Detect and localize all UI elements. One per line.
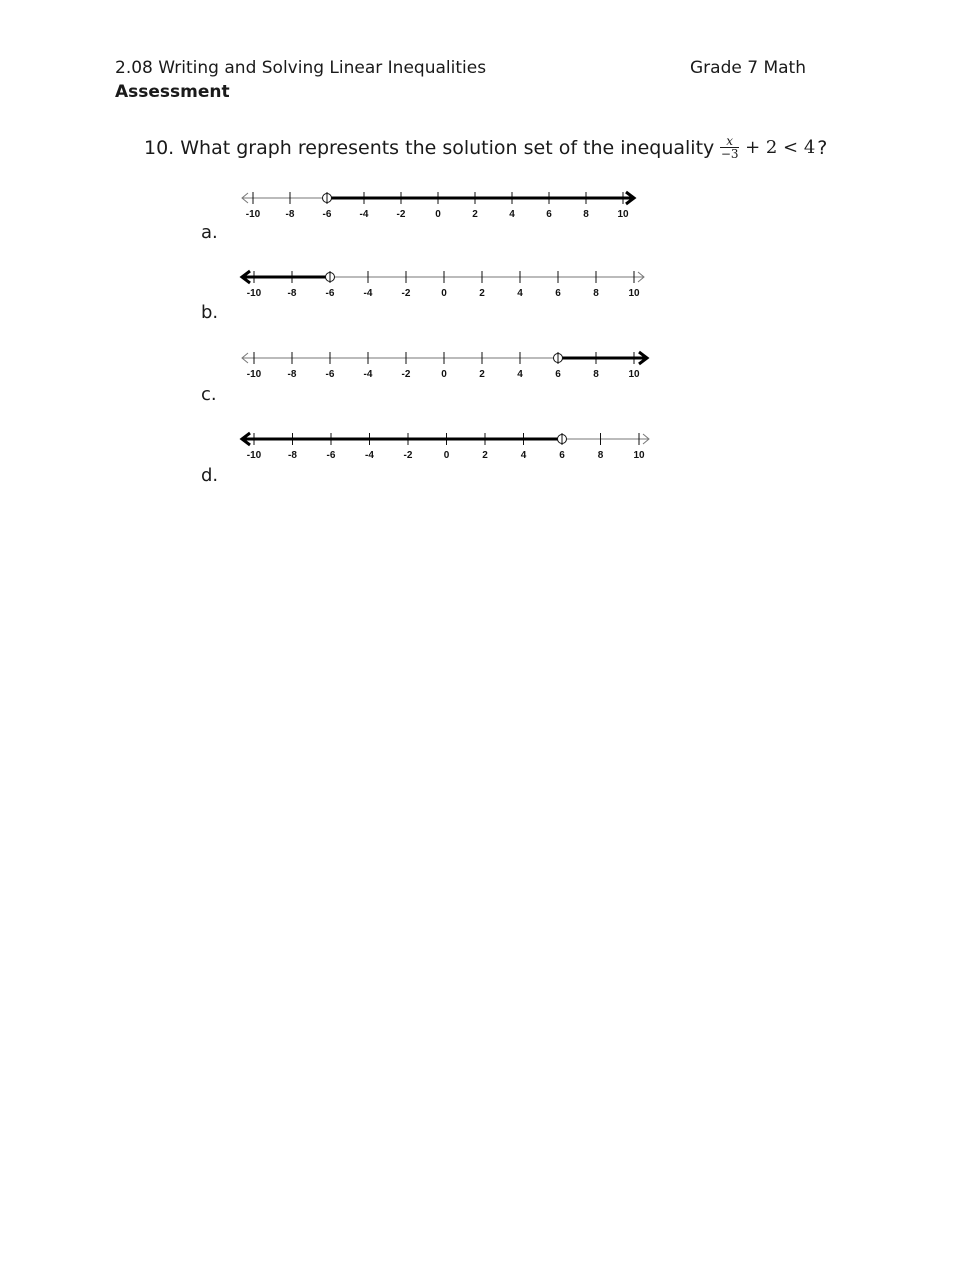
tick-label: 0 [443, 450, 450, 461]
question-mark: ? [817, 136, 828, 159]
tick-label: 8 [597, 450, 604, 461]
fraction-numerator: x [720, 135, 739, 148]
inequality-expression [718, 135, 817, 160]
tick-label: -2 [403, 450, 413, 461]
tick-label: -8 [288, 450, 297, 461]
option-letter-d[interactable]: d. [201, 465, 219, 486]
tick-label: -4 [365, 450, 374, 461]
option-letter-c[interactable]: c. [201, 384, 217, 405]
option-letter-b[interactable]: b. [201, 302, 219, 323]
tick-label: 8 [593, 288, 599, 299]
tick-label: -10 [246, 369, 262, 380]
tick-label: -4 [363, 288, 373, 299]
tick-label: -10 [246, 288, 262, 299]
tick-label: 6 [555, 288, 561, 299]
grade-label: Grade 7 Math [690, 58, 806, 78]
tick-label: 2 [479, 288, 485, 299]
tick-label: -2 [401, 369, 411, 380]
tick-label: 4 [520, 450, 527, 461]
tick-label: 4 [517, 369, 523, 380]
tick-label: -10 [246, 450, 262, 461]
tick-label: 10 [633, 450, 645, 461]
tick-label: -2 [396, 209, 406, 220]
tick-label: -8 [287, 369, 297, 380]
number-line-a[interactable] [236, 186, 646, 222]
tick-label: -6 [325, 288, 335, 299]
tick-label: 0 [441, 369, 447, 380]
tick-label: -4 [359, 209, 369, 220]
tick-label: 2 [482, 450, 488, 461]
number-line-b[interactable] [236, 265, 656, 301]
tick-label: 6 [555, 369, 561, 380]
document-title: 2.08 Writing and Solving Linear Inequalities [115, 58, 487, 78]
number-line-c[interactable] [236, 346, 656, 382]
tick-label: -6 [326, 450, 336, 461]
tick-label: 8 [593, 369, 599, 380]
tick-label: 0 [441, 288, 447, 299]
tick-label: -8 [285, 209, 295, 220]
tick-label: 2 [472, 209, 478, 220]
tick-label: 4 [517, 288, 523, 299]
tick-label: 10 [628, 288, 640, 299]
question-text [144, 135, 827, 160]
inequality-rest: + 2 < 4 [745, 137, 816, 158]
tick-label: 6 [546, 209, 552, 220]
fraction [720, 135, 739, 160]
tick-label: -4 [363, 369, 373, 380]
tick-label: 8 [583, 209, 589, 220]
tick-label: 2 [479, 369, 485, 380]
tick-label: -6 [325, 369, 335, 380]
tick-label: 4 [509, 209, 515, 220]
tick-label: 10 [628, 369, 640, 380]
tick-label: 10 [617, 209, 629, 220]
tick-label: -6 [322, 209, 332, 220]
fraction-denominator: −3 [720, 147, 739, 161]
tick-label: 6 [559, 450, 565, 461]
number-line-d[interactable] [236, 427, 656, 463]
tick-label: 0 [435, 209, 441, 220]
tick-label: -10 [245, 209, 261, 220]
option-letter-a[interactable]: a. [201, 222, 218, 243]
tick-label: -8 [287, 288, 297, 299]
question-prefix: 10. What graph represents the solution set of the inequality [144, 136, 715, 159]
section-heading: Assessment [115, 82, 230, 102]
tick-label: -2 [401, 288, 411, 299]
